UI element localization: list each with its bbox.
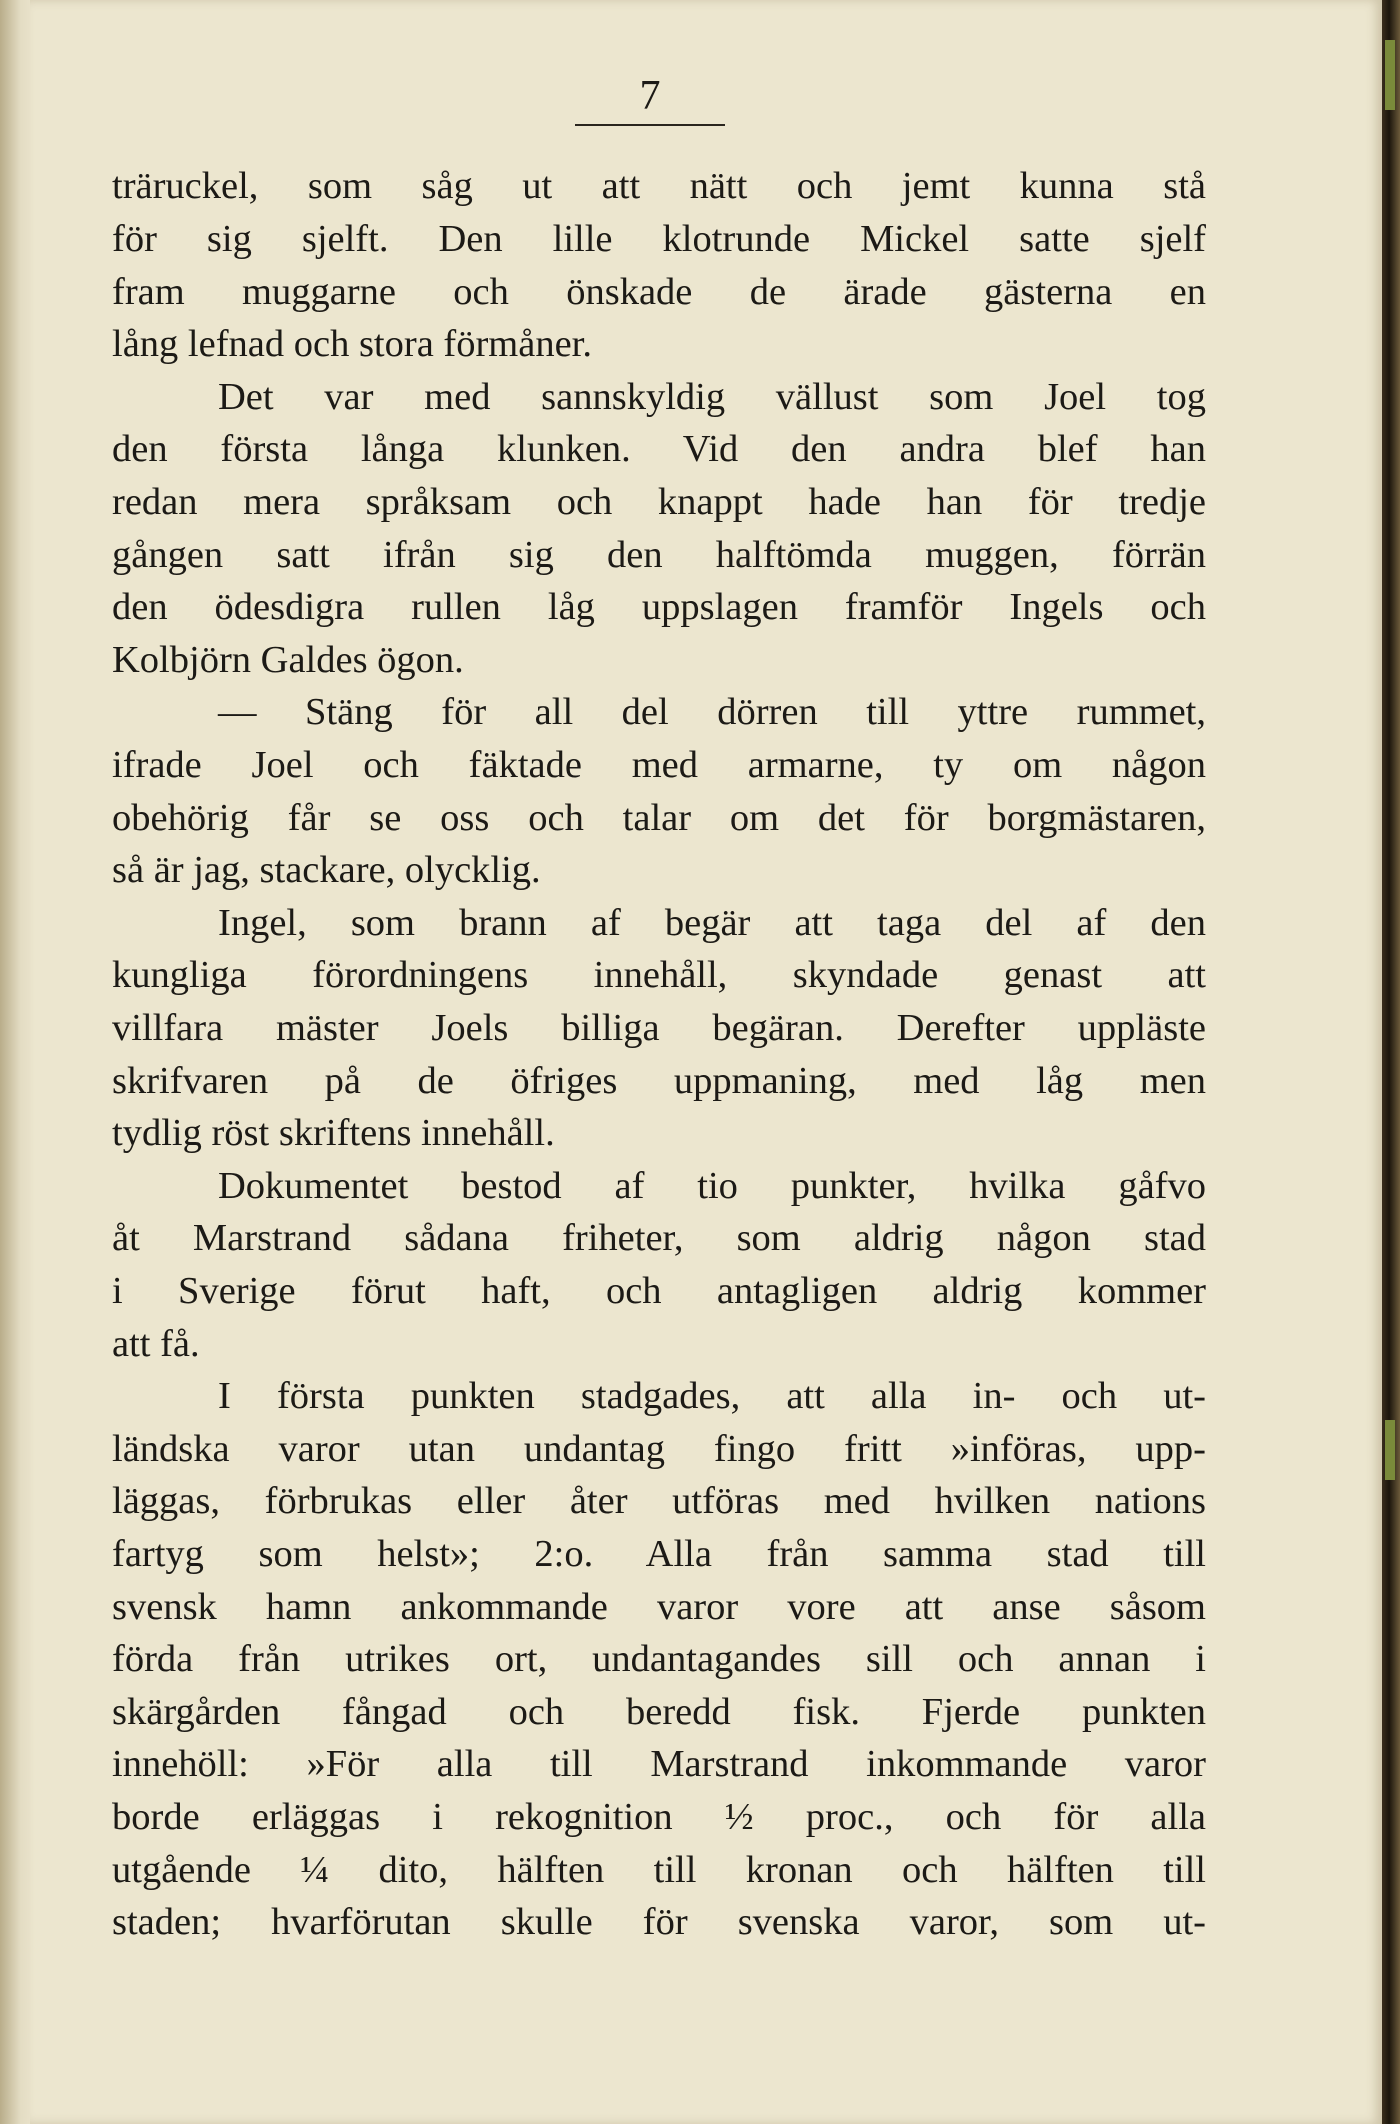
text-line: träruckel, som såg ut att nätt och jemt kunna stå	[112, 165, 1206, 207]
text-line: fram muggarne och önskade de ärade gästerna en	[112, 271, 1206, 313]
text-line: kungliga förordningens innehåll, skyndade genast att	[112, 954, 1206, 996]
text-line: för sig sjelft. Den lille klotrunde Mickel satte sjelf	[112, 218, 1206, 260]
left-page-edge	[0, 0, 34, 2124]
text-line: den första långa klunken. Vid den andra blef han	[112, 428, 1206, 470]
text-line: fartyg som helst»; 2:o. Alla från samma stad till	[112, 1533, 1206, 1575]
text-line: I första punkten stadgades, att alla in- och ut-	[218, 1375, 1206, 1417]
text-line: lång lefnad och stora förmåner.	[112, 323, 592, 365]
text-line: villfara mäster Joels billiga begäran. Derefter uppläste	[112, 1007, 1206, 1049]
text-line: förda från utrikes ort, undantagandes sill och annan i	[112, 1638, 1206, 1680]
text-line: obehörig får se oss och talar om det för borgmästaren,	[112, 797, 1206, 839]
text-line: svensk hamn ankommande varor vore att anse såsom	[112, 1586, 1206, 1628]
text-line: Kolbjörn Galdes ögon.	[112, 639, 464, 681]
text-line: skrifvaren på de öfriges uppmaning, med låg men	[112, 1060, 1206, 1102]
book-spine-edge	[1382, 0, 1400, 2124]
text-line: gången satt ifrån sig den halftömda muggen, förrän	[112, 534, 1206, 576]
text-line: åt Marstrand sådana friheter, som aldrig någon stad	[112, 1217, 1206, 1259]
page-number-rule	[575, 124, 725, 126]
text-line: skärgården fångad och beredd fisk. Fjerde punkten	[112, 1691, 1206, 1733]
text-line: läggas, förbrukas eller åter utföras med hvilken nations	[112, 1480, 1206, 1522]
spine-color-mark	[1385, 1420, 1395, 1480]
text-line: Ingel, som brann af begär att taga del af den	[218, 902, 1206, 944]
text-line: i Sverige förut haft, och antagligen aldrig kommer	[112, 1270, 1206, 1312]
text-line: Dokumentet bestod af tio punkter, hvilka gåfvo	[218, 1165, 1206, 1207]
text-line: ländska varor utan undantag fingo fritt »införas, upp-	[112, 1428, 1206, 1470]
text-line: borde erläggas i rekognition ½ proc., och för alla	[112, 1796, 1206, 1838]
text-line: så är jag, stackare, olycklig.	[112, 849, 541, 891]
text-line: ifrade Joel och fäktade med armarne, ty om någon	[112, 744, 1206, 786]
spine-color-mark	[1385, 40, 1395, 110]
text-line: — Stäng för all del dörren till yttre rummet,	[218, 691, 1206, 733]
text-line: utgående ¼ dito, hälften till kronan och hälften till	[112, 1849, 1206, 1891]
text-line: tydlig röst skriftens innehåll.	[112, 1112, 555, 1154]
text-line: Det var med sannskyldig vällust som Joel tog	[218, 376, 1206, 418]
text-line: staden; hvarförutan skulle för svenska varor, som ut-	[112, 1901, 1206, 1943]
page-number: 7	[639, 73, 661, 119]
text-line: innehöll: »För alla till Marstrand inkommande varor	[112, 1743, 1206, 1785]
text-line: redan mera språksam och knappt hade han för tredje	[112, 481, 1206, 523]
text-line: den ödesdigra rullen låg uppslagen framför Ingels och	[112, 586, 1206, 628]
text-line: att få.	[112, 1323, 200, 1365]
